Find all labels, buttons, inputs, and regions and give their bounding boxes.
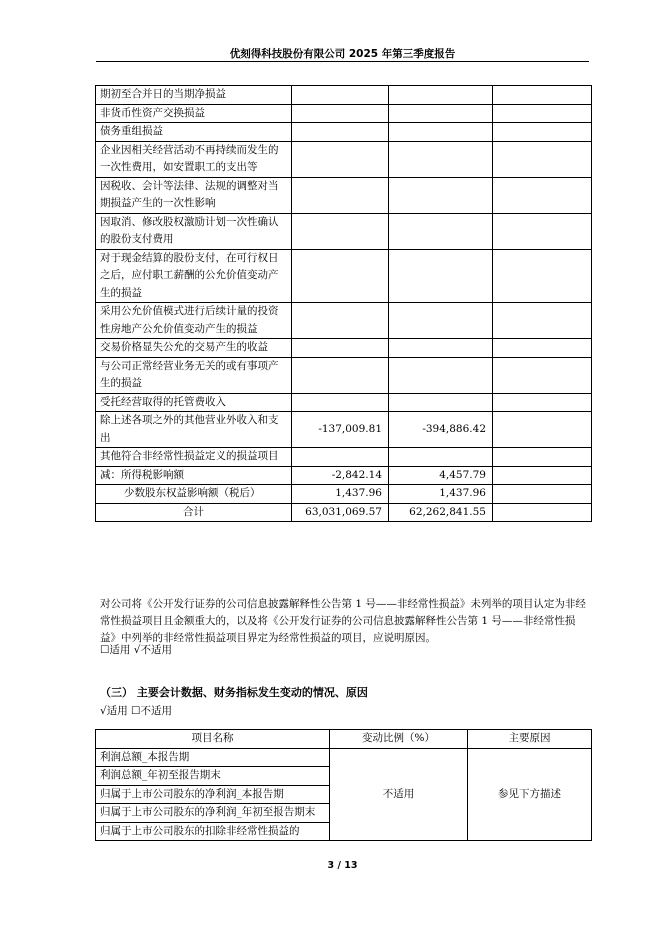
- item-cell: 受托经营取得的托管费收入: [96, 393, 292, 412]
- item-cell: 利润总额_本报告期: [96, 748, 330, 767]
- table-row: [96, 249, 592, 303]
- table-row: [96, 485, 592, 504]
- table-row: [96, 213, 592, 249]
- note-cell: [493, 141, 592, 177]
- ratio-cell: 不适用: [330, 748, 468, 841]
- column-header: 主要原因: [468, 730, 592, 749]
- value-cell: [292, 249, 389, 303]
- page-header: 优刻得科技股份有限公司 2025 年第三季度报告: [229, 48, 456, 60]
- table-row: [96, 104, 592, 123]
- item-cell: 归属于上市公司股东的净利润_本报告期: [96, 785, 330, 804]
- note-cell: [493, 393, 592, 412]
- value-cell: [292, 141, 389, 177]
- value-cell: 62,262,841.55: [389, 503, 493, 522]
- page-number: 3 / 13: [327, 860, 358, 871]
- table-row: [96, 393, 592, 412]
- value-cell: [292, 357, 389, 393]
- table-row: [96, 123, 592, 142]
- value-cell: [389, 141, 493, 177]
- value-cell: [389, 86, 493, 105]
- note-cell: [493, 448, 592, 467]
- item-cell: 归属于上市公司股东的扣除非经常性损益的: [96, 822, 330, 841]
- note-cell: [493, 249, 592, 303]
- table-row: [96, 141, 592, 177]
- table-row: [96, 177, 592, 213]
- column-header: 变动比例（%）: [330, 730, 468, 749]
- table-row: [96, 412, 592, 448]
- value-cell: -394,886.42: [389, 412, 493, 448]
- value-cell: [389, 123, 493, 142]
- value-cell: [389, 357, 493, 393]
- value-cell: [292, 213, 389, 249]
- table-row: [96, 748, 592, 767]
- table-row-total: [96, 503, 592, 522]
- value-cell: [389, 393, 493, 412]
- value-cell: [292, 303, 389, 339]
- note-cell: [493, 86, 592, 105]
- note-cell: [493, 123, 592, 142]
- item-cell: 企业因相关经营活动不再持续而发生的一次性费用，如安置职工的支出等: [96, 141, 292, 177]
- item-cell: 因税收、会计等法律、法规的调整对当期损益产生的一次性影响: [96, 177, 292, 213]
- value-cell: [292, 393, 389, 412]
- item-cell: 对于现金结算的股份支付，在可行权日之后，应付职工薪酬的公允价值变动产生的损益: [96, 249, 292, 303]
- table-row: [96, 466, 592, 485]
- total-label: 合计: [96, 503, 292, 522]
- value-cell: -137,009.81: [292, 412, 389, 448]
- value-cell: [292, 448, 389, 467]
- applicability-line: ☐适用 √不适用: [100, 644, 172, 656]
- section-title: （三） 主要会计数据、财务指标发生变动的情况、原因: [100, 686, 368, 699]
- item-cell: 减：所得税影响额: [96, 466, 292, 485]
- note-cell: [493, 485, 592, 504]
- table-row: [96, 339, 592, 358]
- item-cell: 其他符合非经常性损益定义的损益项目: [96, 448, 292, 467]
- explanation-paragraph: 对公司将《公开发行证券的公司信息披露解释性公告第 1 号——非经常性损益》未列举的项目认定为非经常性损益项目且金额重大的，以及将《公开发行证券的公司信息披露解释性公告第 1 号——非经常性损益》中列举的非经常性损益项目界定为经常性损益的项目，应说明原因。: [100, 598, 586, 644]
- value-cell: [292, 177, 389, 213]
- item-cell: 与公司正常经营业务无关的或有事项产生的损益: [96, 357, 292, 393]
- value-cell: [292, 104, 389, 123]
- value-cell: [292, 123, 389, 142]
- note-cell: [493, 339, 592, 358]
- note-cell: [493, 412, 592, 448]
- applicability-line: √适用 ☐不适用: [100, 705, 172, 717]
- item-cell: 交易价格显失公允的交易产生的收益: [96, 339, 292, 358]
- header-rule: [96, 61, 589, 62]
- indicator-change-table: [95, 729, 592, 841]
- reason-cell: 参见下方描述: [468, 748, 592, 841]
- value-cell: [389, 104, 493, 123]
- value-cell: 4,457.79: [389, 466, 493, 485]
- item-cell: 利润总额_年初至报告期末: [96, 767, 330, 786]
- item-cell: 期初至合并日的当期净损益: [96, 86, 292, 105]
- table-row: [96, 357, 592, 393]
- item-cell: 采用公允价值模式进行后续计量的投资性房地产公允价值变动产生的损益: [96, 303, 292, 339]
- item-cell: 债务重组损益: [96, 123, 292, 142]
- note-cell: [493, 466, 592, 485]
- item-cell: 归属于上市公司股东的净利润_年初至报告期末: [96, 804, 330, 823]
- note-cell: [493, 104, 592, 123]
- table-row: [96, 448, 592, 467]
- item-cell: 少数股东权益影响额（税后）: [96, 485, 292, 504]
- value-cell: [292, 86, 389, 105]
- note-cell: [493, 303, 592, 339]
- value-cell: 63,031,069.57: [292, 503, 389, 522]
- note-cell: [493, 357, 592, 393]
- table-header-row: [96, 730, 592, 749]
- value-cell: 1,437.96: [389, 485, 493, 504]
- nonrecurring-items-table: [95, 85, 592, 522]
- value-cell: [389, 339, 493, 358]
- item-cell: 除上述各项之外的其他营业外收入和支出: [96, 412, 292, 448]
- value-cell: [389, 249, 493, 303]
- value-cell: [389, 448, 493, 467]
- value-cell: [389, 303, 493, 339]
- value-cell: 1,437.96: [292, 485, 389, 504]
- column-header: 项目名称: [96, 730, 330, 749]
- note-cell: [493, 177, 592, 213]
- table-row: [96, 303, 592, 339]
- item-cell: 因取消、修改股权激励计划一次性确认的股份支付费用: [96, 213, 292, 249]
- value-cell: [389, 177, 493, 213]
- table-row: [96, 86, 592, 105]
- value-cell: -2,842.14: [292, 466, 389, 485]
- item-cell: 非货币性资产交换损益: [96, 104, 292, 123]
- note-cell: [493, 503, 592, 522]
- note-cell: [493, 213, 592, 249]
- value-cell: [389, 213, 493, 249]
- value-cell: [292, 339, 389, 358]
